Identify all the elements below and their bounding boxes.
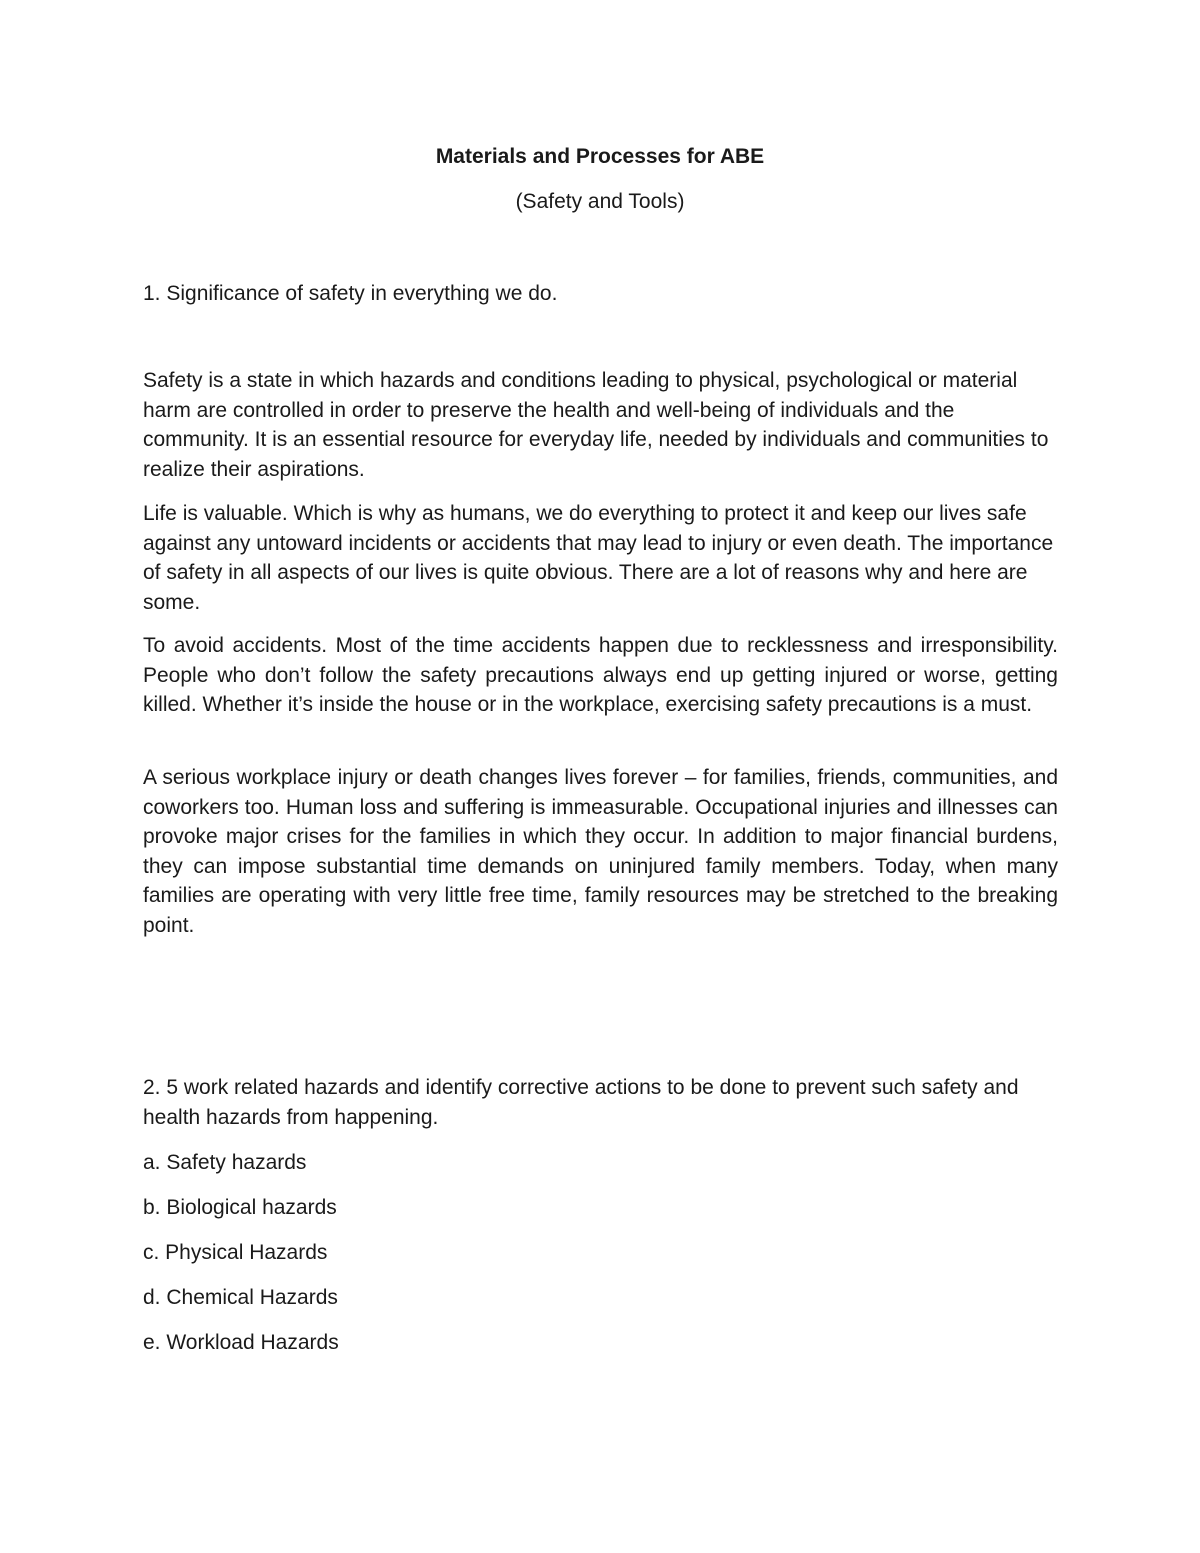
question-2: 2. 5 work related hazards and identify corrective actions to be done to prevent such safety and health hazards from happening. bbox=[143, 1076, 1019, 1129]
paragraph-life-valuable: Life is valuable. Which is why as humans, we do everything to protect it and keep our lives safe against any untoward incidents or accidents that may lead to injury or even death. The importance of safety in all aspects of our lives is quite obvious. There are a lot of reasons why and here are some. bbox=[143, 502, 1054, 614]
list-item: c. Physical Hazards bbox=[143, 1241, 328, 1264]
hazard-list bbox=[143, 1148, 743, 1373]
document-subtitle: (Safety and Tools) bbox=[515, 190, 685, 213]
list-item: a. Safety hazards bbox=[143, 1151, 307, 1174]
paragraph-workplace-injury: A serious workplace injury or death changes lives forever – for families, friends, communities, and coworkers too. Human loss and suffering is immeasurable. Occupational injuries and illnesses can provoke major crises for the families in which they occur. In addition to major financial burdens, they can impose substantial time demands on uninjured family members. Today, when many families are operating with very little free time, family resources may be stretched to the breaking point. bbox=[143, 766, 1058, 937]
list-item: e. Workload Hazards bbox=[143, 1331, 339, 1354]
paragraph-safety-definition: Safety is a state in which hazards and conditions leading to physical, psychological or material harm are controlled in order to preserve the health and well-being of individuals and the community. It is an essential resource for everyday life, needed by individuals and communities to realize their aspirations. bbox=[143, 369, 1049, 481]
document-title: Materials and Processes for ABE bbox=[435, 145, 765, 168]
question-1: 1. Significance of safety in everything we do. bbox=[143, 282, 558, 305]
list-item: d. Chemical Hazards bbox=[143, 1286, 338, 1309]
list-item: b. Biological hazards bbox=[143, 1196, 337, 1219]
paragraph-avoid-accidents: To avoid accidents. Most of the time accidents happen due to recklessness and irresponsibility. People who don’t follow the safety precautions always end up getting injured or worse, getting killed. Whether it’s inside the house or in the workplace, exercising safety precautions is a must. bbox=[143, 634, 1058, 716]
